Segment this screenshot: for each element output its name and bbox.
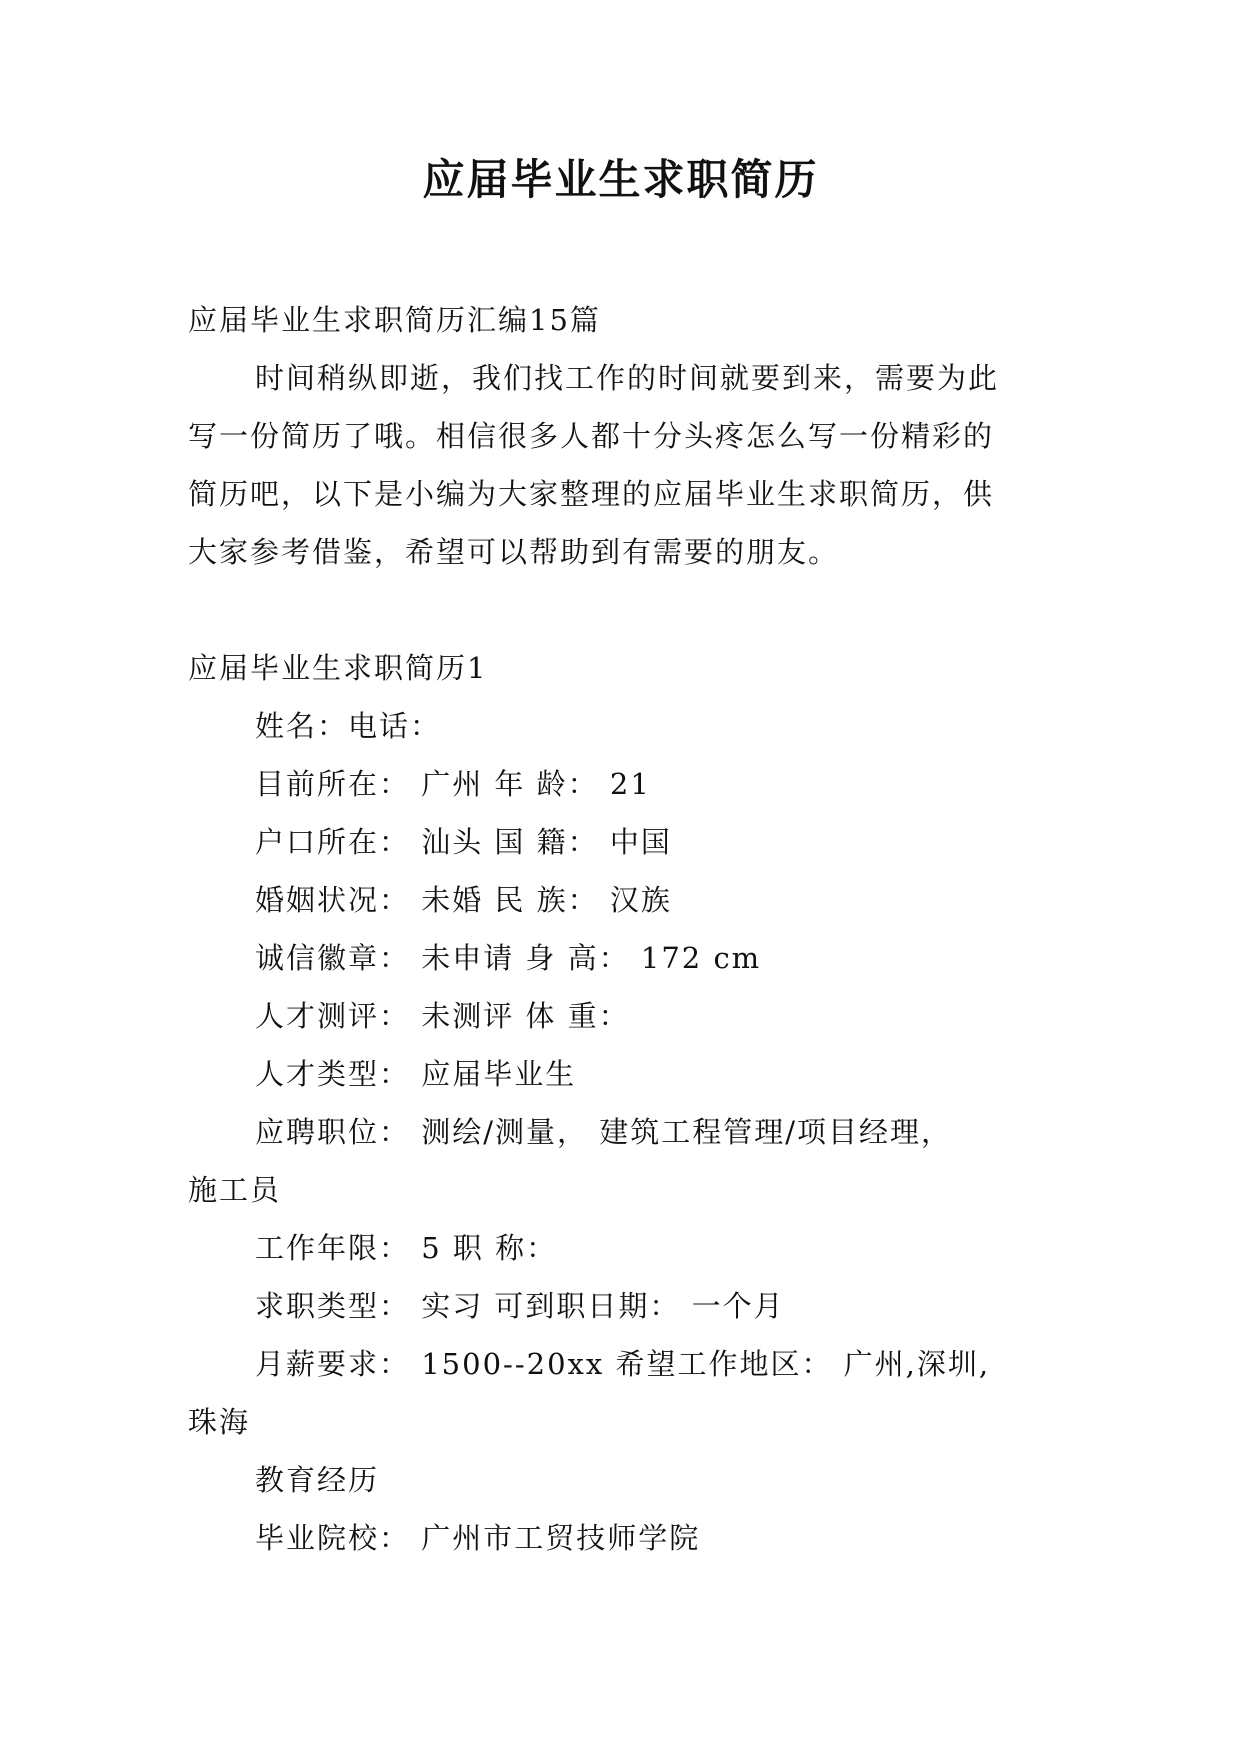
field-marital-ethnicity: 婚姻状况： 未婚 民 族： 汉族 [255,883,672,917]
intro-line-3: 简历吧，以下是小编为大家整理的应届毕业生求职简历，供 [188,477,995,511]
field-position-continued: 施工员 [188,1173,282,1207]
field-name-phone: 姓名：电话： [255,709,442,743]
field-job-type-start: 求职类型： 实习 可到职日期： 一个月 [255,1289,785,1323]
section-heading: 应届毕业生求职简历1 [188,651,488,685]
field-position: 应聘职位： 测绘/测量， 建筑工程管理/项目经理， [255,1115,952,1149]
field-work-years-title: 工作年限： 5 职 称： [255,1231,558,1265]
subtitle: 应届毕业生求职简历汇编15篇 [188,303,601,337]
field-salary-region: 月薪要求： 1500--20xx 希望工作地区： 广州,深圳, [255,1347,991,1381]
field-badge-height: 诚信徽章： 未申请 身 高： 172 cm [255,941,762,975]
intro-line-4: 大家参考借鉴，希望可以帮助到有需要的朋友。 [188,535,840,569]
field-school: 毕业院校： 广州市工贸技师学院 [255,1521,701,1555]
field-assessment-weight: 人才测评： 未测评 体 重： [255,999,630,1033]
page-title: 应届毕业生求职简历 [422,155,819,204]
intro-line-1: 时间稍纵即逝，我们找工作的时间就要到来，需要为此 [255,361,1000,395]
field-location-age: 目前所在： 广州 年 龄： 21 [255,767,651,801]
intro-line-2: 写一份简历了哦。相信很多人都十分头疼怎么写一份精彩的 [188,419,995,453]
education-heading: 教育经历 [255,1463,380,1497]
field-hukou-nationality: 户口所在： 汕头 国 籍： 中国 [255,825,672,859]
field-talent-type: 人才类型： 应届毕业生 [255,1057,577,1091]
field-region-continued: 珠海 [188,1405,251,1439]
